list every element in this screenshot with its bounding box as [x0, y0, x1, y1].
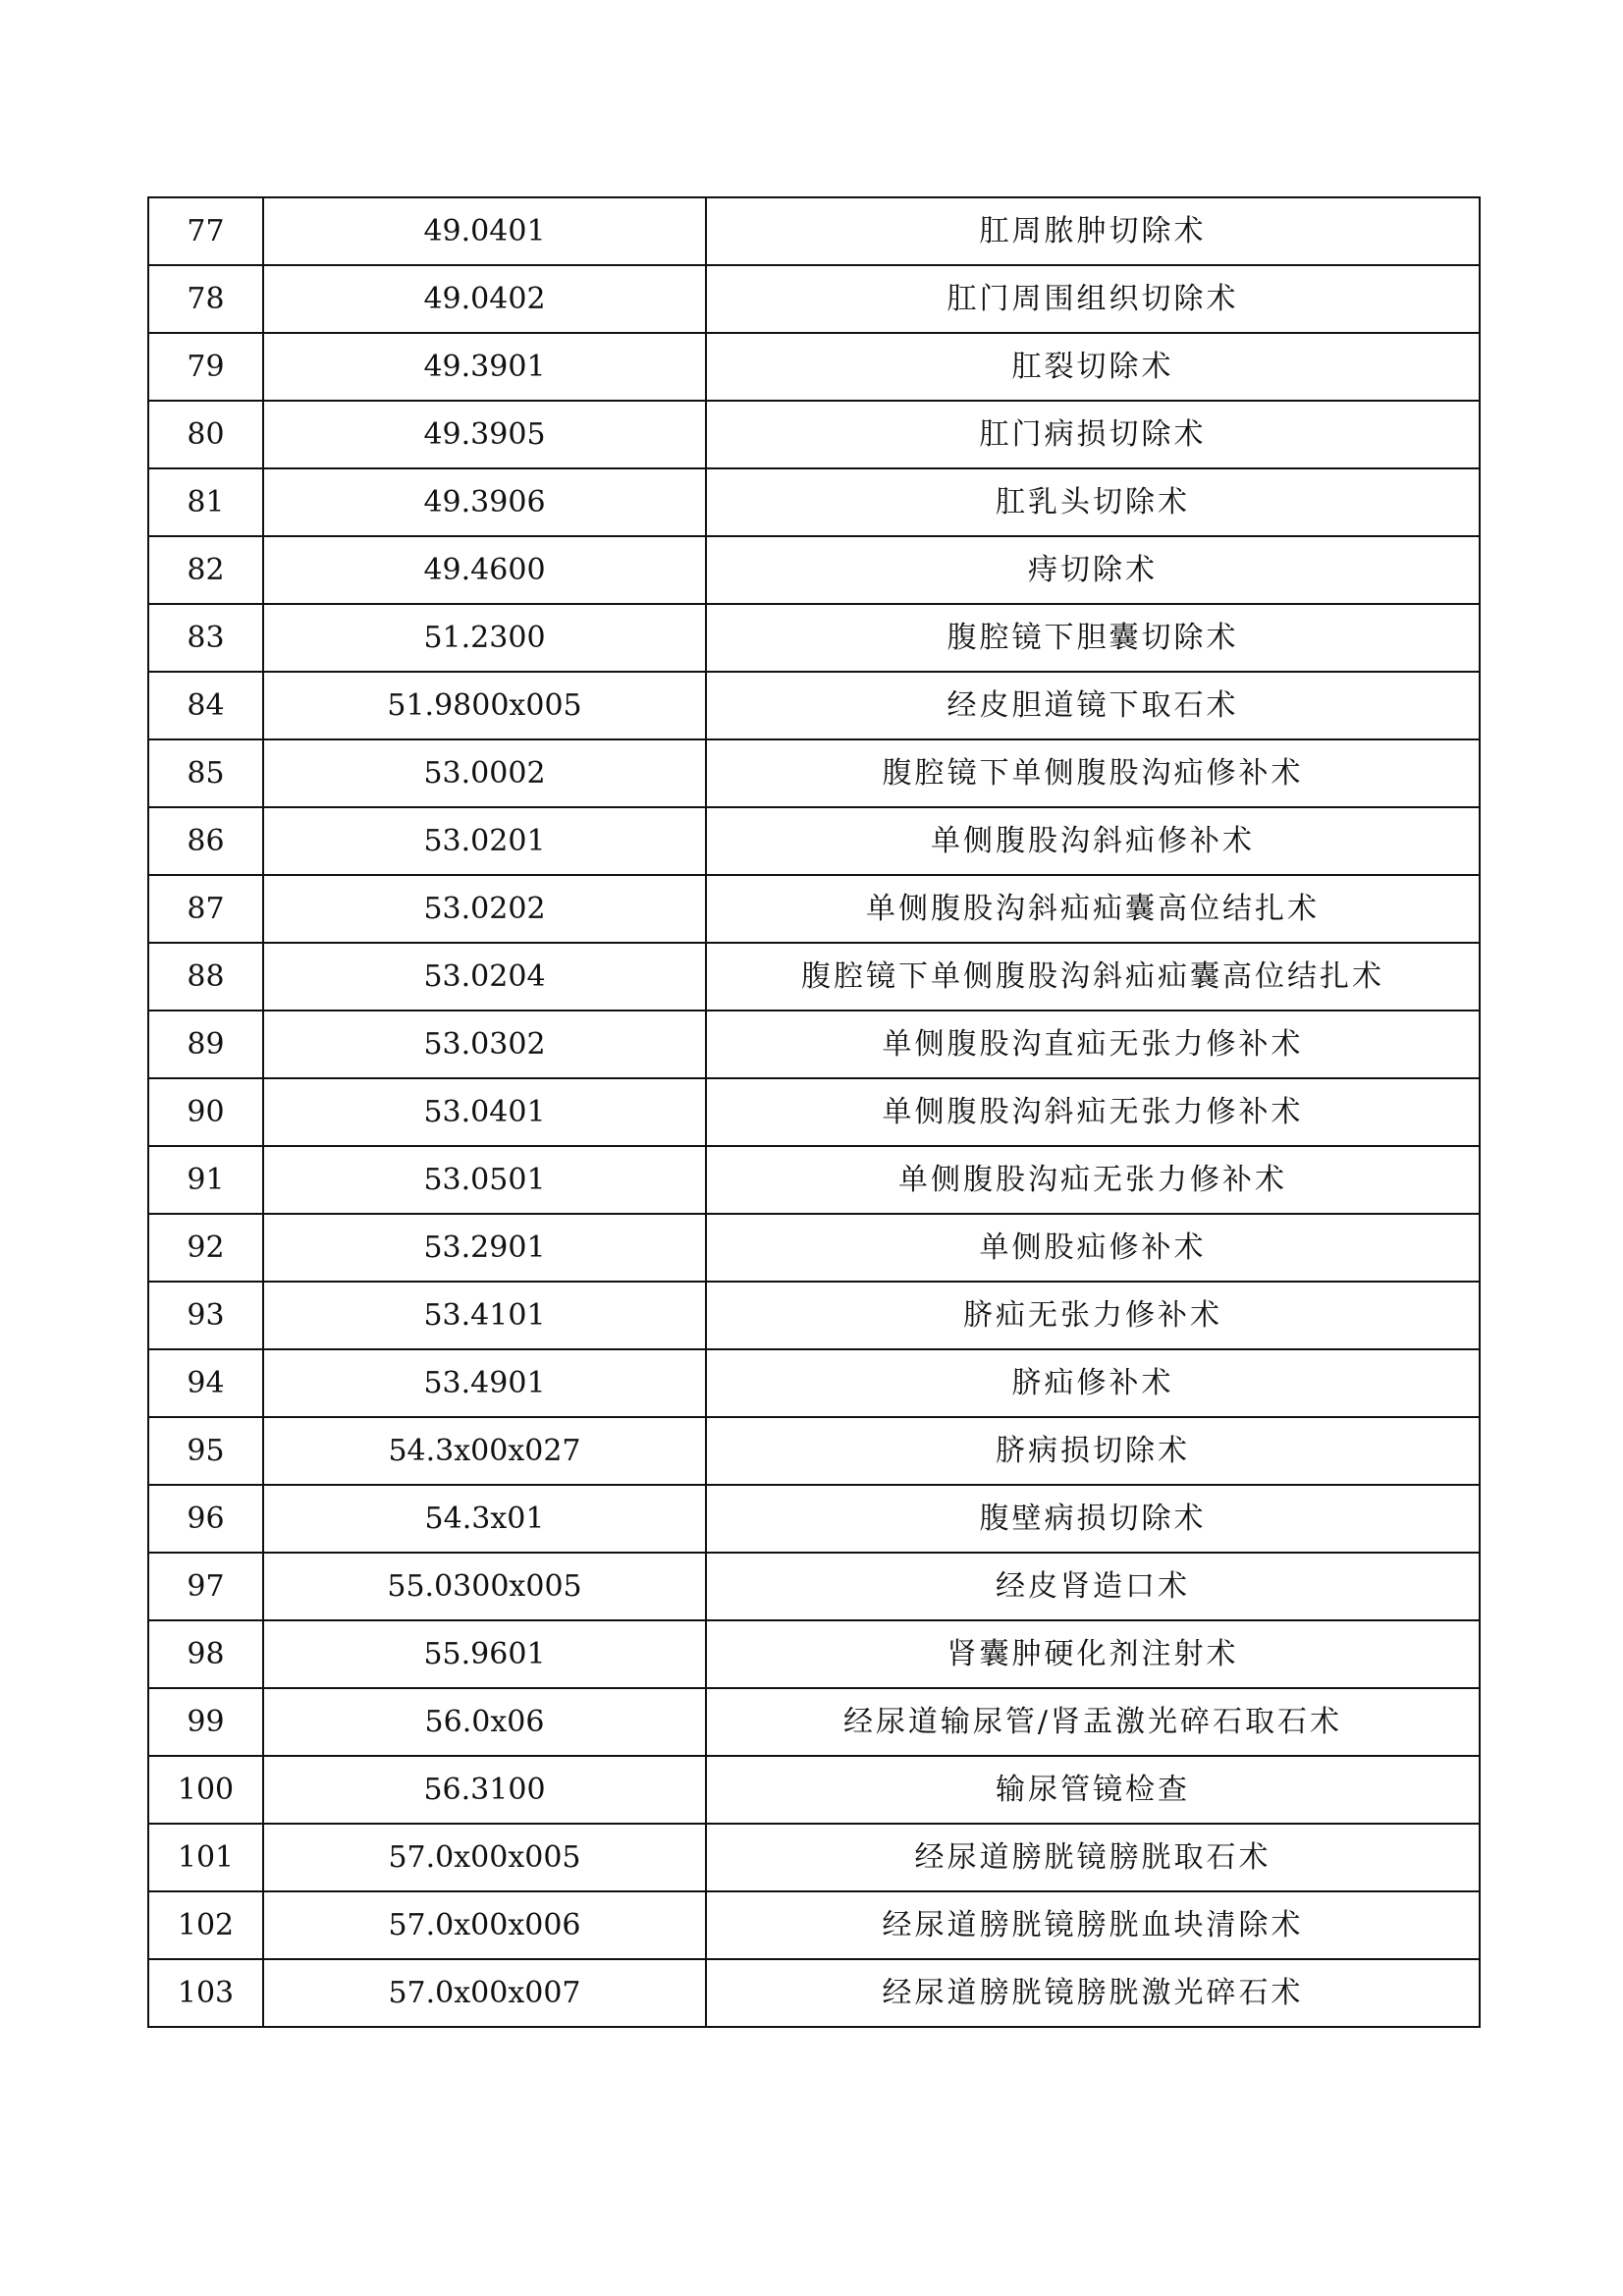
table-row	[148, 265, 1480, 333]
row-number-cell: 77	[148, 197, 263, 265]
table-row	[148, 1688, 1480, 1756]
procedure-name-cell: 脐病损切除术	[706, 1417, 1480, 1485]
procedure-name-cell: 单侧腹股沟疝无张力修补术	[706, 1146, 1480, 1214]
table-body	[148, 197, 1480, 2027]
procedure-name-cell: 肛裂切除术	[706, 333, 1480, 401]
procedure-name-cell: 单侧腹股沟斜疝无张力修补术	[706, 1078, 1480, 1146]
procedure-name-cell: 单侧股疝修补术	[706, 1214, 1480, 1282]
row-number-cell: 90	[148, 1078, 263, 1146]
procedure-name-cell: 经尿道膀胱镜膀胱激光碎石术	[706, 1959, 1480, 2027]
procedure-code-cell: 49.4600	[263, 536, 706, 604]
table-row	[148, 1959, 1480, 2027]
procedure-code-cell: 55.9601	[263, 1620, 706, 1688]
procedure-name-cell: 经皮胆道镜下取石术	[706, 672, 1480, 739]
table-row	[148, 807, 1480, 875]
row-number-cell: 79	[148, 333, 263, 401]
row-number-cell: 83	[148, 604, 263, 672]
table-row	[148, 1553, 1480, 1620]
procedure-code-cell: 49.0401	[263, 197, 706, 265]
table-row	[148, 333, 1480, 401]
procedure-code-cell: 51.2300	[263, 604, 706, 672]
procedure-code-cell: 57.0x00x005	[263, 1824, 706, 1891]
procedure-name-cell: 经尿道输尿管/肾盂激光碎石取石术	[706, 1688, 1480, 1756]
procedure-code-cell: 53.0002	[263, 739, 706, 807]
table-row	[148, 1146, 1480, 1214]
procedure-code-table	[147, 196, 1481, 2028]
table-row	[148, 1078, 1480, 1146]
table-row	[148, 672, 1480, 739]
procedure-name-cell: 腹腔镜下胆囊切除术	[706, 604, 1480, 672]
row-number-cell: 95	[148, 1417, 263, 1485]
procedure-code-cell: 49.3906	[263, 468, 706, 536]
row-number-cell: 87	[148, 875, 263, 943]
row-number-cell: 98	[148, 1620, 263, 1688]
procedure-code-cell: 55.0300x005	[263, 1553, 706, 1620]
row-number-cell: 88	[148, 943, 263, 1011]
row-number-cell: 85	[148, 739, 263, 807]
procedure-code-cell: 53.4101	[263, 1282, 706, 1349]
procedure-name-cell: 腹腔镜下单侧腹股沟疝修补术	[706, 739, 1480, 807]
procedure-code-cell: 53.0201	[263, 807, 706, 875]
row-number-cell: 93	[148, 1282, 263, 1349]
row-number-cell: 103	[148, 1959, 263, 2027]
procedure-name-cell: 肛周脓肿切除术	[706, 197, 1480, 265]
procedure-name-cell: 痔切除术	[706, 536, 1480, 604]
procedure-code-cell: 49.3901	[263, 333, 706, 401]
procedure-name-cell: 肛门周围组织切除术	[706, 265, 1480, 333]
procedure-name-cell: 单侧腹股沟斜疝疝囊高位结扎术	[706, 875, 1480, 943]
procedure-code-cell: 51.9800x005	[263, 672, 706, 739]
table-row	[148, 943, 1480, 1011]
procedure-name-cell: 单侧腹股沟斜疝修补术	[706, 807, 1480, 875]
procedure-code-cell: 53.4901	[263, 1349, 706, 1417]
procedure-code-cell: 57.0x00x007	[263, 1959, 706, 2027]
procedure-code-cell: 56.3100	[263, 1756, 706, 1824]
procedure-name-cell: 脐疝修补术	[706, 1349, 1480, 1417]
procedure-name-cell: 脐疝无张力修补术	[706, 1282, 1480, 1349]
procedure-name-cell: 输尿管镜检查	[706, 1756, 1480, 1824]
row-number-cell: 92	[148, 1214, 263, 1282]
table-row	[148, 401, 1480, 468]
procedure-code-cell: 53.0501	[263, 1146, 706, 1214]
procedure-code-cell: 49.0402	[263, 265, 706, 333]
procedure-code-cell: 56.0x06	[263, 1688, 706, 1756]
table-row	[148, 1756, 1480, 1824]
table-row	[148, 1891, 1480, 1959]
table-row	[148, 875, 1480, 943]
table-row	[148, 1620, 1480, 1688]
table-row	[148, 1349, 1480, 1417]
table-row	[148, 1485, 1480, 1553]
row-number-cell: 102	[148, 1891, 263, 1959]
table-row	[148, 468, 1480, 536]
row-number-cell: 96	[148, 1485, 263, 1553]
row-number-cell: 99	[148, 1688, 263, 1756]
procedure-name-cell: 腹壁病损切除术	[706, 1485, 1480, 1553]
procedure-code-cell: 53.0204	[263, 943, 706, 1011]
procedure-name-cell: 经尿道膀胱镜膀胱血块清除术	[706, 1891, 1480, 1959]
row-number-cell: 89	[148, 1011, 263, 1078]
procedure-name-cell: 肛乳头切除术	[706, 468, 1480, 536]
row-number-cell: 80	[148, 401, 263, 468]
table-row	[148, 604, 1480, 672]
row-number-cell: 82	[148, 536, 263, 604]
row-number-cell: 94	[148, 1349, 263, 1417]
table-row	[148, 1011, 1480, 1078]
table-row	[148, 1282, 1480, 1349]
procedure-code-cell: 53.0302	[263, 1011, 706, 1078]
procedure-code-cell: 57.0x00x006	[263, 1891, 706, 1959]
row-number-cell: 78	[148, 265, 263, 333]
row-number-cell: 101	[148, 1824, 263, 1891]
procedure-code-cell: 53.0401	[263, 1078, 706, 1146]
table-row	[148, 1824, 1480, 1891]
row-number-cell: 91	[148, 1146, 263, 1214]
row-number-cell: 100	[148, 1756, 263, 1824]
procedure-name-cell: 单侧腹股沟直疝无张力修补术	[706, 1011, 1480, 1078]
procedure-code-cell: 49.3905	[263, 401, 706, 468]
procedure-code-cell: 54.3x01	[263, 1485, 706, 1553]
table-row	[148, 197, 1480, 265]
procedure-code-cell: 53.0202	[263, 875, 706, 943]
procedure-name-cell: 经尿道膀胱镜膀胱取石术	[706, 1824, 1480, 1891]
table-row	[148, 1214, 1480, 1282]
procedure-code-cell: 53.2901	[263, 1214, 706, 1282]
procedure-name-cell: 肛门病损切除术	[706, 401, 1480, 468]
procedure-code-cell: 54.3x00x027	[263, 1417, 706, 1485]
procedure-name-cell: 经皮肾造口术	[706, 1553, 1480, 1620]
row-number-cell: 97	[148, 1553, 263, 1620]
table-row	[148, 739, 1480, 807]
row-number-cell: 81	[148, 468, 263, 536]
row-number-cell: 84	[148, 672, 263, 739]
table-row	[148, 1417, 1480, 1485]
table-row	[148, 536, 1480, 604]
row-number-cell: 86	[148, 807, 263, 875]
procedure-name-cell: 腹腔镜下单侧腹股沟斜疝疝囊高位结扎术	[706, 943, 1480, 1011]
procedure-name-cell: 肾囊肿硬化剂注射术	[706, 1620, 1480, 1688]
